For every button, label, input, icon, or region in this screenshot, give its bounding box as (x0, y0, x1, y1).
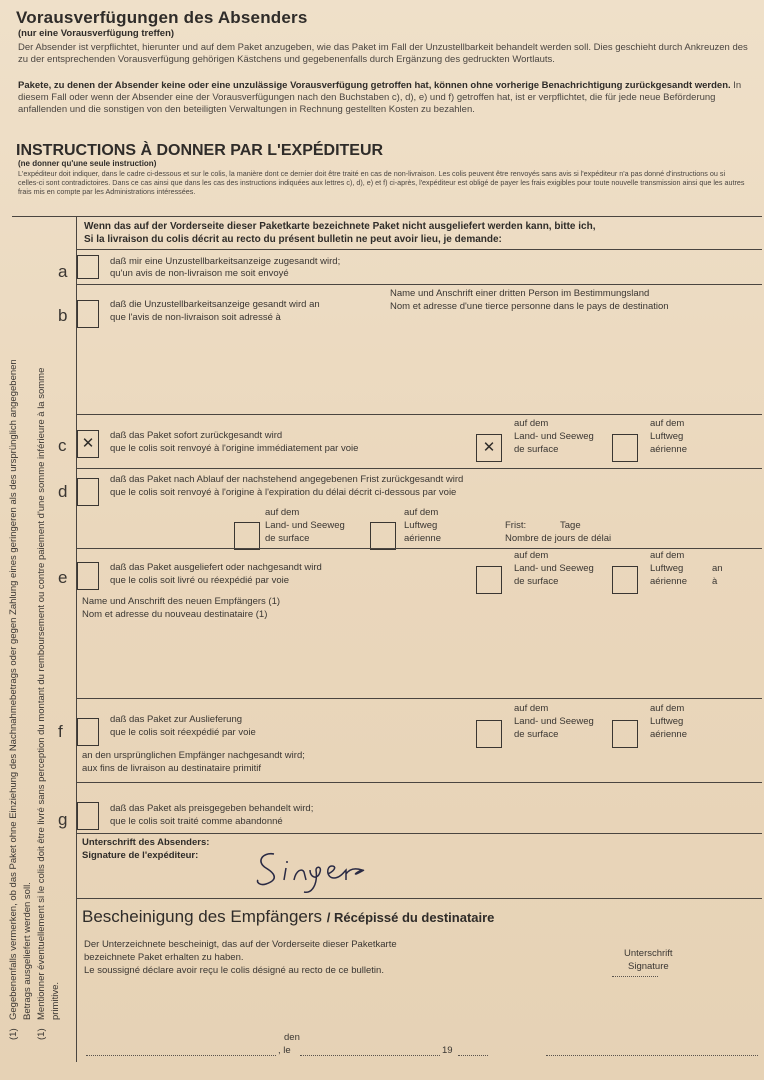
rule-signature (76, 898, 762, 899)
option-c-german: daß das Paket sofort zurückgesandt wird (110, 430, 283, 441)
instructions-french: L'expéditeur doit indiquer, dans le cadre ci-dessous et sur le colis, la manière dont ce dernier doit être traité en cas de non-livraison. Les colis peuvent être renvoyés sans avis si l'expéditeur n'a pas donné d'instructions ou si celles-ci sont contradictoires. Dans ce cas ainsi que dans les cas des instructions indiquées aux lettres c), d), e) et f) ci-après, l'expéditeur est obligé de payer les frais exigibles pour toute nouvelle transmission ainsi que les autres frais mis en compte par les Administrations intéressées. (18, 169, 745, 196)
rule-d (76, 548, 762, 549)
option-b-third-french: Nom et adresse d'une tierce personne dans le pays de destination (390, 301, 669, 312)
check-mark-c: ✕ (81, 435, 95, 452)
e-air-l2: Luftweg (650, 563, 684, 574)
d-air-l3: aérienne (404, 533, 441, 544)
side-note-german-2: Betrags ausgeliefert werden soll. (22, 882, 33, 1020)
d-delay-french: Nombre de jours de délai (505, 533, 612, 544)
side-note-french-2: primitive. (50, 981, 61, 1020)
receipt-date-line[interactable] (300, 1055, 440, 1056)
option-c-french: que le colis soit renvoyé à l'origine immédiatement par voie (110, 443, 359, 454)
option-b-french: que l'avis de non-livraison soit adressé à (110, 312, 281, 323)
f-extra-german: an den ursprünglichen Empfänger nachgesandt wird; (82, 750, 305, 761)
receipt-text-3: Le soussigné déclare avoir reçu le colis désigné au recto de ce bulletin. (84, 965, 384, 976)
warning-rest: In diesem Fall oder wenn der Absender eine der Vorausverfügungen nach den Buchstaben c), d), e) und f) getroffen hat, ist er verpflichtet, die für jede neue Beförderung anfallenden und die sonstigen von den beteiligten Verwaltungen in Rechnung gestellten Kosten zu bezahlen. (18, 80, 742, 115)
checkbox-d-surface[interactable] (234, 522, 260, 550)
c-air-l3: aérienne (650, 444, 687, 455)
side-note-num-1: (1) (8, 1028, 19, 1040)
checkbox-d-air[interactable] (370, 522, 396, 550)
d-air-l1: auf dem (404, 507, 439, 518)
form-intro-german: Wenn das auf der Vorderseite dieser Paketkarte bezeichnete Paket nicht ausgeliefert werden kann, bitte ich, (84, 221, 596, 232)
e-surface-l3: de surface (514, 576, 559, 587)
rule-e (76, 698, 762, 699)
e-new-recipient-german: Name und Anschrift des neuen Empfängers (1) (82, 596, 281, 607)
option-b-german: daß die Unzustellbarkeitsanzeige gesandt wird an (110, 299, 320, 310)
option-letter-a: a (58, 262, 68, 281)
rule-f (76, 782, 762, 783)
d-surface-l2: Land- und Seeweg (265, 520, 345, 531)
subtitle-french: (ne donner qu'une seule instruction) (18, 159, 157, 168)
option-letter-c: c (58, 436, 67, 455)
option-f-french: que le colis soit réexpédié par voie (110, 727, 256, 738)
form-top-rule (12, 216, 762, 217)
f-surface-l3: de surface (514, 729, 559, 740)
e-an-label: an (712, 563, 723, 574)
receipt-year-label: 19 (442, 1045, 453, 1056)
option-a-french: qu'un avis de non-livraison me soit envoyé (110, 268, 289, 279)
checkbox-d[interactable] (77, 478, 99, 506)
option-letter-e: e (58, 568, 68, 587)
side-note-num-2: (1) (36, 1028, 47, 1040)
f-air-l2: Luftweg (650, 716, 684, 727)
c-air-l2: Luftweg (650, 431, 684, 442)
signature-label-french: Signature de l'expéditeur: (82, 850, 199, 861)
c-surface-l3: de surface (514, 444, 559, 455)
f-extra-french: aux fins de livraison au destinataire primitif (82, 763, 262, 774)
receipt-text-1: Der Unterzeichnete bescheinigt, das auf der Vorderseite dieser Paketkarte (84, 939, 397, 950)
receipt-title-french: / Récépissé du destinataire (326, 910, 495, 925)
receipt-year-line[interactable] (458, 1055, 488, 1056)
rule-g (76, 833, 762, 834)
receipt-le-label: , le (278, 1045, 291, 1056)
instructions-german: Der Absender ist verpflichtet, hierunter und auf dem Paket anzugeben, wie das Paket im Fall der Unzustellbarkeit behandelt werden soll. Dies geschieht durch Ankreuzen des zu der entsprechenden Vorausverfügung gehörigen Kästchens und gegebenenfalls durch Ergänzung des gedruckten Wortlauts. (18, 42, 748, 65)
receipt-title (82, 907, 494, 927)
warning-bold: Pakete, zu denen der Absender keine oder eine unzulässige Vorausverfügung getroffen hat, können ohne vorherige Benachrichtigung zurückgesandt werden. (18, 80, 731, 91)
rule-c (76, 468, 762, 469)
d-air-l2: Luftweg (404, 520, 438, 531)
option-g-german: daß das Paket als preisgegeben behandelt wird; (110, 803, 314, 814)
d-frist-label: Frist: (505, 520, 527, 531)
option-letter-d: d (58, 482, 68, 501)
f-air-l3: aérienne (650, 729, 687, 740)
receipt-signature-dots (612, 976, 658, 977)
option-letter-b: b (58, 306, 68, 325)
c-surface-l1: auf dem (514, 418, 549, 429)
option-letter-f: f (58, 722, 63, 741)
check-mark-c-surface: ✕ (482, 439, 496, 456)
signature-label-german: Unterschrift des Absenders: (82, 837, 210, 848)
option-e-german: daß das Paket ausgeliefert oder nachgesandt wird (110, 562, 322, 573)
d-surface-l3: de surface (265, 533, 310, 544)
receipt-den-label: den (284, 1032, 300, 1043)
receipt-title-german: Bescheinigung des Empfängers (82, 907, 323, 926)
e-a-label: à (712, 576, 718, 587)
e-surface-l1: auf dem (514, 550, 549, 561)
form-left-rule (76, 216, 77, 1062)
c-surface-l2: Land- und Seeweg (514, 431, 594, 442)
option-e-french: que le colis soit livré ou réexpédié par voie (110, 575, 290, 586)
option-a-german: daß mir eine Unzustellbarkeitsanzeige zugesandt wird; (110, 256, 341, 267)
receipt-signature-german: Unterschrift (624, 948, 673, 959)
f-surface-l1: auf dem (514, 703, 549, 714)
option-g-french: que le colis soit traité comme abandonné (110, 816, 283, 827)
subtitle-german: (nur eine Vorausverfügung treffen) (18, 28, 175, 39)
option-b-third-german: Name und Anschrift einer dritten Person im Bestimmungsland (390, 288, 650, 299)
receipt-signature-line[interactable] (546, 1055, 758, 1056)
rule-intro (76, 249, 762, 250)
checkbox-a[interactable] (77, 255, 99, 279)
checkbox-e[interactable] (77, 562, 99, 590)
receipt-text-2: bezeichnete Paket erhalten zu haben. (84, 952, 244, 963)
rule-a (76, 284, 762, 285)
rule-b (76, 414, 762, 415)
sender-signature (252, 840, 382, 896)
e-surface-l2: Land- und Seeweg (514, 563, 594, 574)
f-surface-l2: Land- und Seeweg (514, 716, 594, 727)
option-f-german: daß das Paket zur Auslieferung (110, 714, 243, 725)
checkbox-f[interactable] (77, 718, 99, 746)
checkbox-b[interactable] (77, 300, 99, 328)
d-tage-label: Tage (560, 520, 581, 531)
c-air-l1: auf dem (650, 418, 685, 429)
option-letter-g: g (58, 810, 68, 829)
e-air-l3: aérienne (650, 576, 687, 587)
checkbox-g[interactable] (77, 802, 99, 830)
receipt-place-line[interactable] (86, 1055, 276, 1056)
side-note-french: Mentionner éventuellement si le colis doit être livré sans perception du montant du remboursement ou contre paiement d'une somme inférieure à la somme (36, 367, 47, 1020)
checkbox-f-surface[interactable] (476, 720, 502, 748)
e-air-l1: auf dem (650, 550, 685, 561)
option-d-french: que le colis soit renvoyé à l'origine à l'expiration du délai décrit ci-dessous par voie (110, 487, 457, 498)
checkbox-f-air[interactable] (612, 720, 638, 748)
checkbox-e-air[interactable] (612, 566, 638, 594)
form-intro-french: Si la livraison du colis décrit au recto du présent bulletin ne peut avoir lieu, je demande: (84, 234, 502, 245)
e-new-recipient-french: Nom et adresse du nouveau destinataire (1) (82, 609, 268, 620)
f-air-l1: auf dem (650, 703, 685, 714)
side-note-german: Gegebenenfalls vermerken, ob das Paket ohne Einziehung des Nachnahmebetrags oder gegen Zahlung eines geringeren als des ursprünglich angegebenen (8, 359, 19, 1020)
title-french: INSTRUCTIONS À DONNER PAR L'EXPÉDITEUR (16, 142, 384, 159)
title-german: Vorausverfügungen des Absenders (16, 8, 308, 27)
checkbox-e-surface[interactable] (476, 566, 502, 594)
receipt-signature-french: Signature (628, 961, 669, 972)
instructions-german-2 (18, 80, 748, 116)
checkbox-c-air[interactable] (612, 434, 638, 462)
d-surface-l1: auf dem (265, 507, 300, 518)
option-d-german: daß das Paket nach Ablauf der nachstehend angegebenen Frist zurückgesandt wird (110, 474, 464, 485)
